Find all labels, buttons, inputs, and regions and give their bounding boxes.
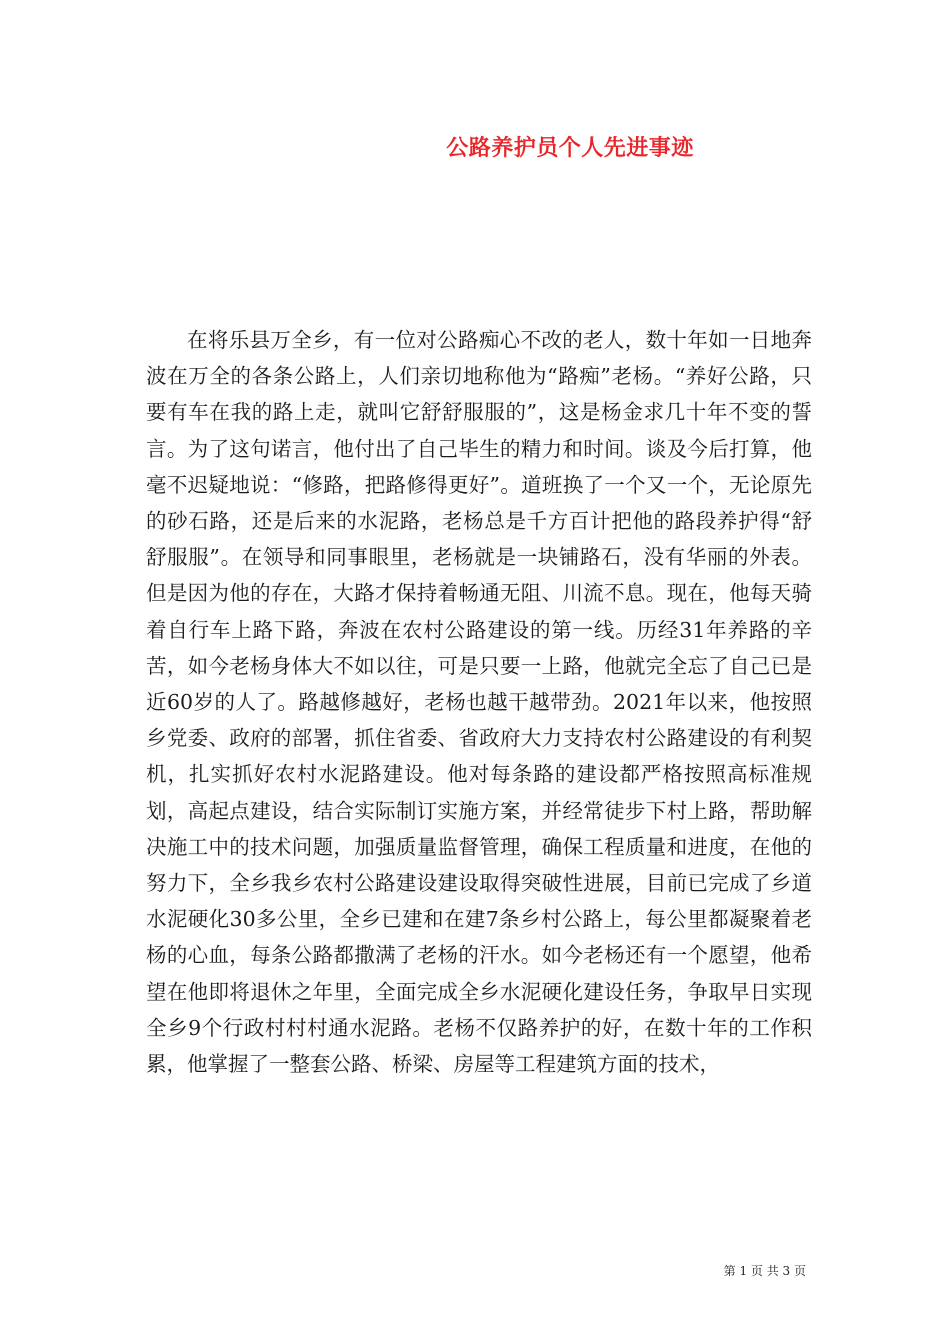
body-paragraph: 在将乐县万全乡，有一位对公路痴心不改的老人，数十年如一日地奔波在万全的各条公路上，人们亲切地称他为“路痴”老杨。“养好公路，只要有车在我的路上走，就叫它舒舒服服的”，这是杨金求几十年不变的誓言。为了这句诺言，他付出了自己毕生的精力和时间。谈及今后打算，他毫不迟疑地说：“修路，把路修得更好”。道班换了一个又一个，无论原先的砂石路，还是后来的水泥路，老杨总是千方百计把他的路段养护得“舒舒服服”。在领导和同事眼里，老杨就是一块铺路石，没有华丽的外表。但是因为他的存在，大路才保持着畅通无阻、川流不息。现在，他每天骑着自行车上路下路，奔波在农村公路建设的第一线。历经31年养路的辛苦，如今老杨身体大不如以往，可是只要一上路，他就完全忘了自己已是近60岁的人了。路越修越好，老杨也越干越带劲。2021年以来，他按照乡党委、政府的部署，抓住省委、省政府大力支持农村公路建设的有利契机，扎实抓好农村水泥路建设。他对每条路的建设都严格按照高标准规划，高起点建设，结合实际制订实施方案，并经常徒步下村上路，帮助解决施工中的技术问题，加强质量监督管理，确保工程质量和进度，在他的努力下，全乡我乡农村公路建设建设取得突破性进展，目前已完成了乡道水泥硬化30多公里，全乡已建和在建7条乡村公路上，每公里都凝聚着老杨的心血，每条公路都撒满了老杨的汗水。如今老杨还有一个愿望，他希望在他即将退休之年里，全面完成全乡水泥硬化建设任务，争取早日实现全乡9个行政村村村通水泥路。老杨不仅路养护的好，在数十年的工作积累，他掌握了一整套公路、桥梁、房屋等工程建筑方面的技术，	[146, 328, 812, 1077]
document-title: 公路养护员个人先进事迹	[446, 135, 694, 161]
page-number-footer: 第 1 页 共 3 页	[723, 1264, 806, 1278]
